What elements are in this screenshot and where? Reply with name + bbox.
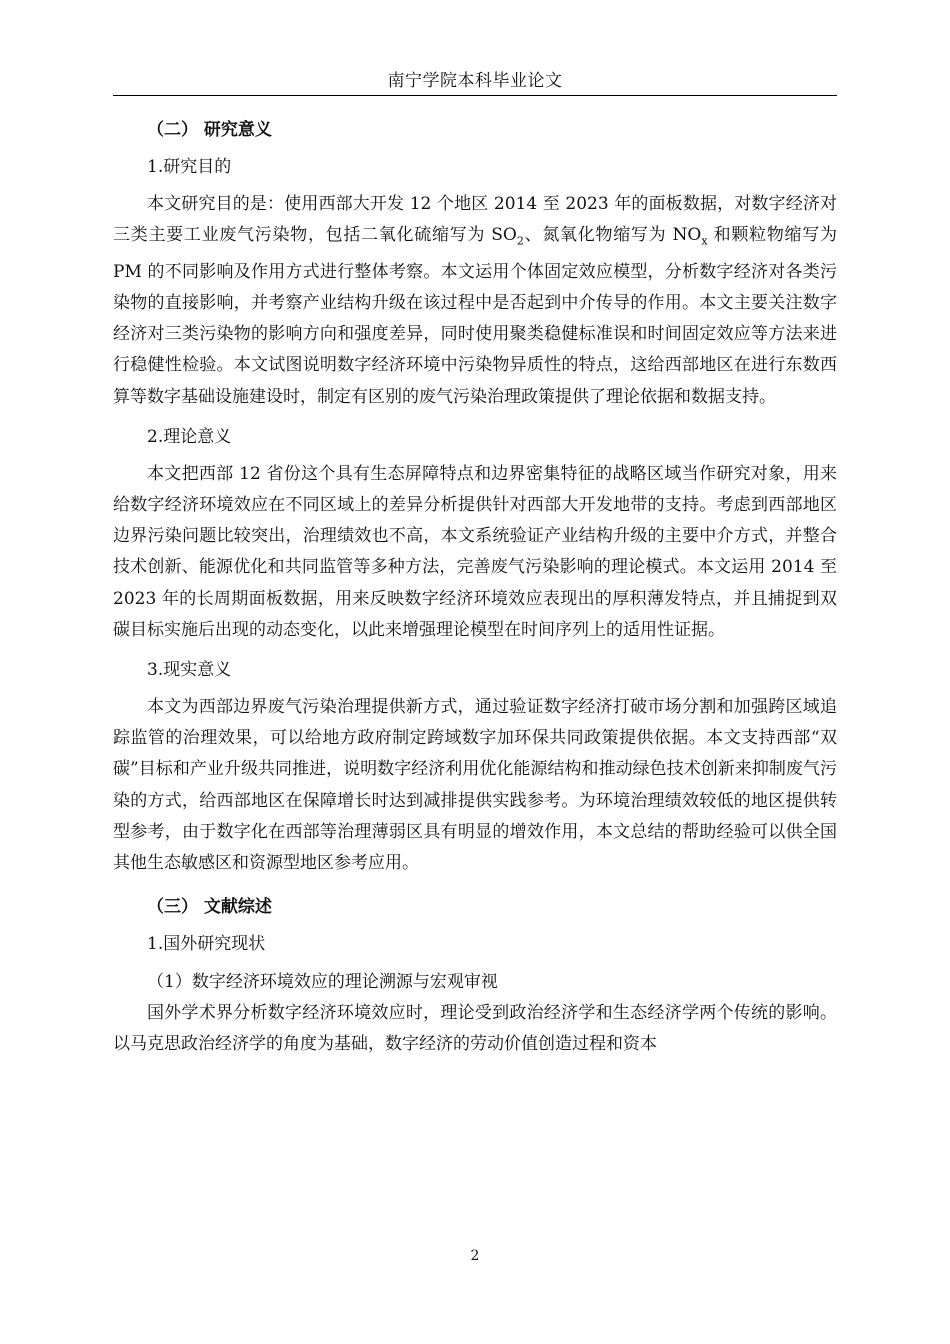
subsection-title-theoretical-significance: 2.理论意义	[147, 426, 232, 447]
section-heading-literature-review: （三） 文献综述	[147, 897, 272, 918]
text-run: 本文研究目的是：使用西部大开发 12 个地区 2014 至 2023 年的面板数据，对数字经济对三类主要工业废气污染物，包括二氧化硫缩写为 SO	[113, 194, 837, 246]
subsubsection-title-theory-origin: （1）数字经济环境效应的理论溯源与宏观审视	[147, 972, 498, 993]
subsection-title-practical-significance: 3.现实意义	[147, 660, 232, 681]
page-header: 南宁学院本科毕业论文	[113, 66, 837, 96]
page-number: 2	[470, 1248, 480, 1264]
subsection-title-foreign-research: 1.国外研究现状	[147, 934, 266, 955]
subscript-nox: x	[701, 234, 708, 248]
text-run: 和颗粒物缩写为 PM 的不同影响及作用方式进行整体考察。本文运用个体固定效应模型，分析数字经济对各类污染物的直接影响，并考察产业结构升级在该过程中是否起到中介传导的作用。本文主要关注数字经济对三类污染物的影响方向和强度差异，同时使用聚类稳健标准误和时间固定效应等方法来进行稳健性检验。本文试图说明数字经济环境中污染物异质性的特点，这给西部地区在进行东数西算等数字基础设施建设时，制定有区别的废气污染治理政策提供了理论依据和数据支持。	[113, 225, 837, 407]
subscript-so2: 2	[516, 234, 524, 248]
subsection-title-research-purpose: 1.研究目的	[147, 157, 232, 177]
paragraph-foreign-research: 国外学术界分析数字经济环境效应时，理论受到政治经济学和生态经济学两个传统的影响。以马克思政治经济学的角度为基础，数字经济的劳动价值创造过程和资本	[113, 1003, 837, 1055]
section-heading-research-significance: （二） 研究意义	[147, 120, 272, 140]
paragraph-practical-significance: 本文为西部边界废气污染治理提供新方式，通过验证数字经济打破市场分割和加强跨区域追踪监管的治理效果，可以给地方政府制定跨域数字加环保共同政策提供依据。本文支持西部“双碳”目标和产业升级共同推进，说明数字经济利用优化能源结构和推动绿色技术创新来抑制废气污染的方式，给西部地区在保障增长时达到减排提供实践参考。为环境治理绩效较低的地区提供转型参考，由于数字化在西部等治理薄弱区具有明显的增效作用，本文总结的帮助经验可以供全国其他生态敏感区和资源型地区参考应用。	[113, 697, 837, 874]
paragraph-research-purpose	[113, 189, 837, 413]
text-run: 、氮氧化物缩写为 NO	[523, 225, 702, 246]
page-body	[113, 114, 837, 1061]
paragraph-theoretical-significance: 本文把西部 12 省份这个具有生态屏障特点和边界密集特征的战略区域当作研究对象，用来给数字经济环境效应在不同区域上的差异分析提供针对西部大开发地带的支持。考虑到西部地区边界污染问题比较突出，治理绩效也不高，本文系统验证产业结构升级的主要中介方式，并整合技术创新、能源优化和共同监管等多种方法，完善废气污染影响的理论模式。本文运用 2014 至 2023 年的长周期面板数据，用来反映数字经济环境效应表现出的厚积薄发特点，并且捕捉到双碳目标实施后出现的动态变化，以此来增强理论模型在时间序列上的适用性证据。	[113, 463, 837, 640]
